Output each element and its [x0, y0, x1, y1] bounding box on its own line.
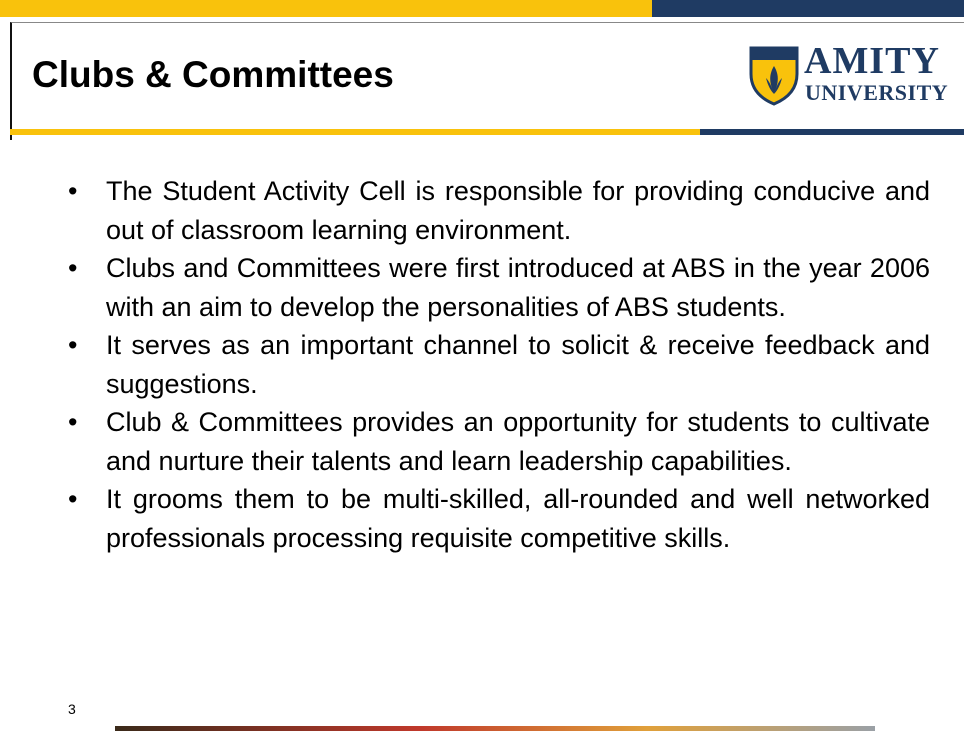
- bullet-item: • Clubs and Committees were first introduced at ABS in the year 2006 with an aim to develop the personalities of ABS students.: [68, 249, 930, 326]
- slide-title: Clubs & Committees: [32, 54, 394, 95]
- top-accent-bar-yellow: [0, 0, 652, 17]
- slide-body: [68, 172, 930, 557]
- amity-shield-icon: [748, 44, 800, 106]
- footer-image-strip: [115, 726, 875, 731]
- page-number: 3: [68, 701, 76, 717]
- amity-university-logo: [748, 40, 953, 108]
- bullet-item: • Club & Committees provides an opportunity for students to cultivate and nurture their talents and learn leadership capabilities.: [68, 403, 930, 480]
- logo-wordmark-amity: AMITY: [804, 40, 940, 82]
- logo-wordmark-university: UNIVERSITY: [805, 80, 949, 105]
- bullet-list: [68, 172, 930, 557]
- header-rule-yellow: [10, 129, 700, 135]
- bullet-item: • The Student Activity Cell is responsible for providing conducive and out of classroom learning environment.: [68, 172, 930, 249]
- bullet-item: • It grooms them to be multi-skilled, all-rounded and well networked professionals processing requisite competitive skills.: [68, 480, 930, 557]
- header-rule-navy: [700, 129, 964, 135]
- bullet-item: • It serves as an important channel to solicit & receive feedback and suggestions.: [68, 326, 930, 403]
- top-accent-bar-navy: [652, 0, 964, 17]
